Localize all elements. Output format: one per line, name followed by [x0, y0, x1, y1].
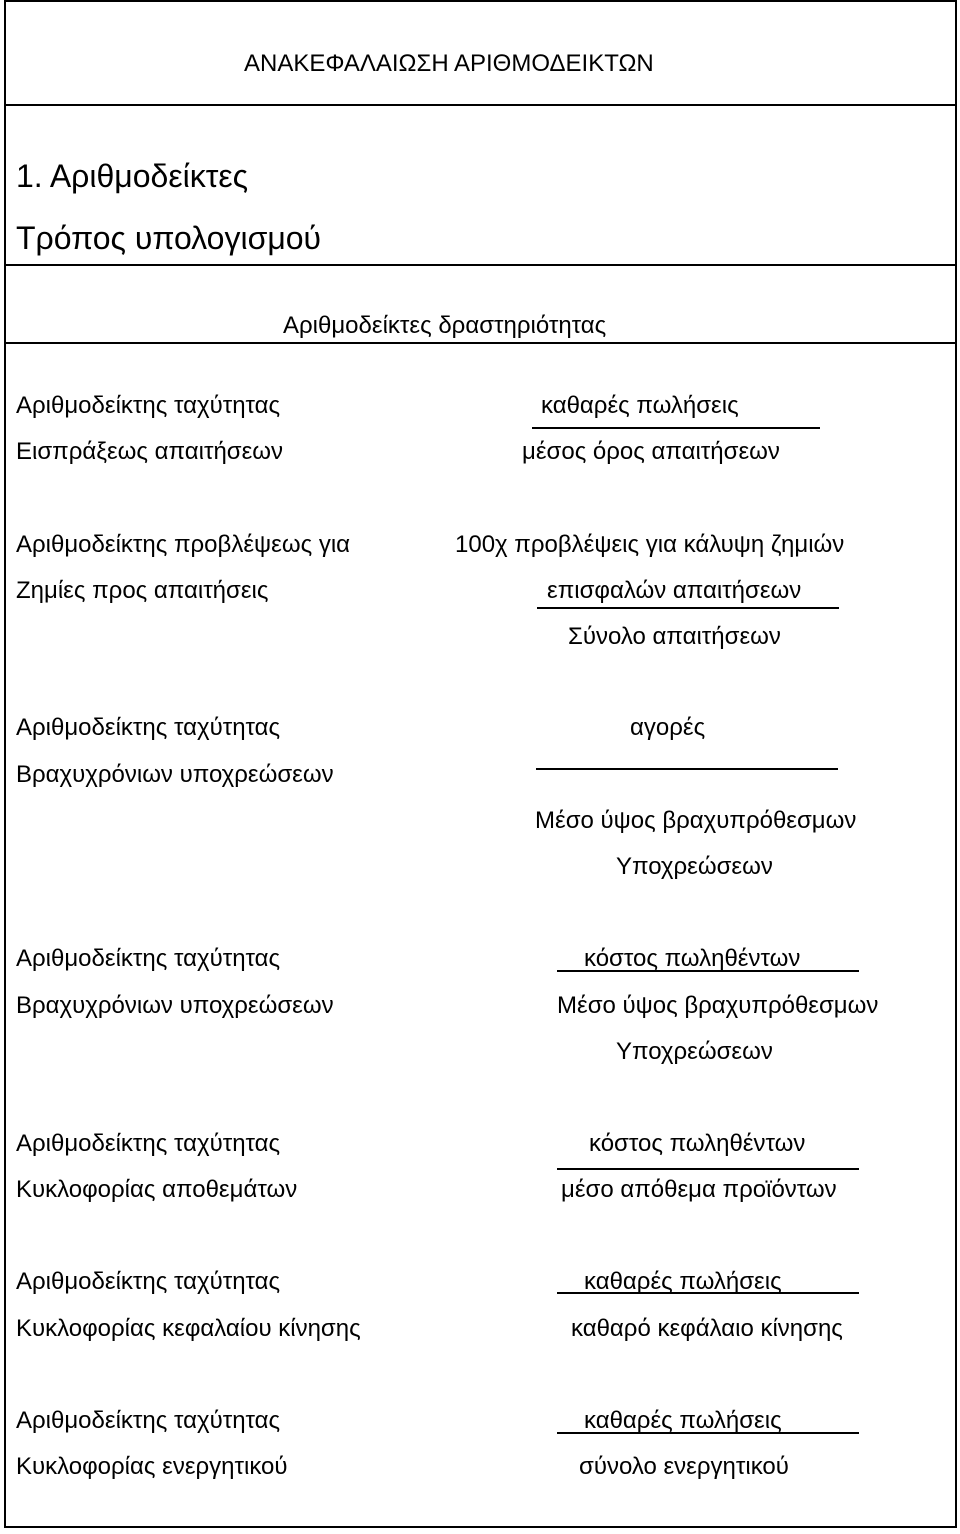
formula-denominator: Υποχρεώσεων [616, 853, 773, 880]
formula-numerator: καθαρές πωλήσεις [584, 1407, 782, 1434]
ratio-name-line: Αριθμοδείκτης ταχύτητας [16, 392, 281, 419]
formula-denominator: Μέσο ύψος βραχυπρόθεσμων [535, 807, 857, 834]
fraction-bar [557, 1168, 859, 1170]
formula-denominator: σύνολο ενεργητικού [579, 1453, 789, 1480]
formula-numerator: 100χ προβλέψεις για κάλυψη ζημιών [455, 531, 845, 558]
divider-section [4, 264, 957, 266]
fraction-bar [536, 768, 838, 770]
formula-numerator: καθαρές πωλήσεις [541, 392, 739, 419]
formula-numerator: επισφαλών απαιτήσεων [547, 577, 802, 604]
fraction-bar [532, 427, 820, 429]
formula-denominator: καθαρό κεφάλαιο κίνησης [571, 1315, 843, 1342]
formula-numerator: κόστος πωληθέντων [584, 945, 801, 972]
fraction-bar [557, 1432, 859, 1434]
divider-group [4, 342, 957, 344]
ratio-name-line: Κυκλοφορίας ενεργητικού [16, 1453, 288, 1480]
formula-numerator: κόστος πωληθέντων [589, 1130, 806, 1157]
formula-denominator: μέσο απόθεμα προϊόντων [561, 1176, 837, 1203]
ratio-name-line: Αριθμοδείκτης ταχύτητας [16, 1130, 281, 1157]
formula-denominator: Μέσο ύψος βραχυπρόθεσμων [557, 992, 879, 1019]
formula-numerator: καθαρές πωλήσεις [584, 1268, 782, 1295]
fraction-bar [557, 970, 859, 972]
document-title: ΑΝΑΚΕΦΑΛΑΙΩΣΗ ΑΡΙΘΜΟΔΕΙΚΤΩΝ [244, 50, 654, 77]
ratio-name-line: Κυκλοφορίας κεφαλαίου κίνησης [16, 1315, 361, 1342]
fraction-bar [557, 1292, 859, 1294]
ratio-name-line: Βραχυχρόνιων υποχρεώσεων [16, 761, 334, 788]
group-title: Αριθμοδείκτες δραστηριότητας [283, 312, 607, 339]
ratio-name-line: Κυκλοφορίας αποθεμάτων [16, 1176, 298, 1203]
formula-numerator: αγορές [630, 714, 706, 741]
formula-denominator: Υποχρεώσεων [616, 1038, 773, 1065]
ratio-name-line: Αριθμοδείκτης ταχύτητας [16, 714, 281, 741]
formula-denominator: Σύνολο απαιτήσεων [568, 623, 781, 650]
ratio-name-line: Αριθμοδείκτης προβλέψεως για [16, 531, 351, 558]
fraction-bar [537, 607, 839, 609]
ratio-name-line: Εισπράξεως απαιτήσεων [16, 438, 284, 465]
ratio-name-line: Ζημίες προς απαιτήσεις [16, 577, 269, 604]
ratio-name-line: Αριθμοδείκτης ταχύτητας [16, 945, 281, 972]
ratio-name-line: Βραχυχρόνιων υποχρεώσεων [16, 992, 334, 1019]
section-subheading: Τρόπος υπολογισμού [16, 220, 322, 256]
ratio-name-line: Αριθμοδείκτης ταχύτητας [16, 1407, 281, 1434]
divider-title [4, 104, 957, 106]
ratio-name-line: Αριθμοδείκτης ταχύτητας [16, 1268, 281, 1295]
formula-denominator: μέσος όρος απαιτήσεων [522, 438, 780, 465]
section-heading: 1. Αριθμοδείκτες [16, 158, 249, 194]
